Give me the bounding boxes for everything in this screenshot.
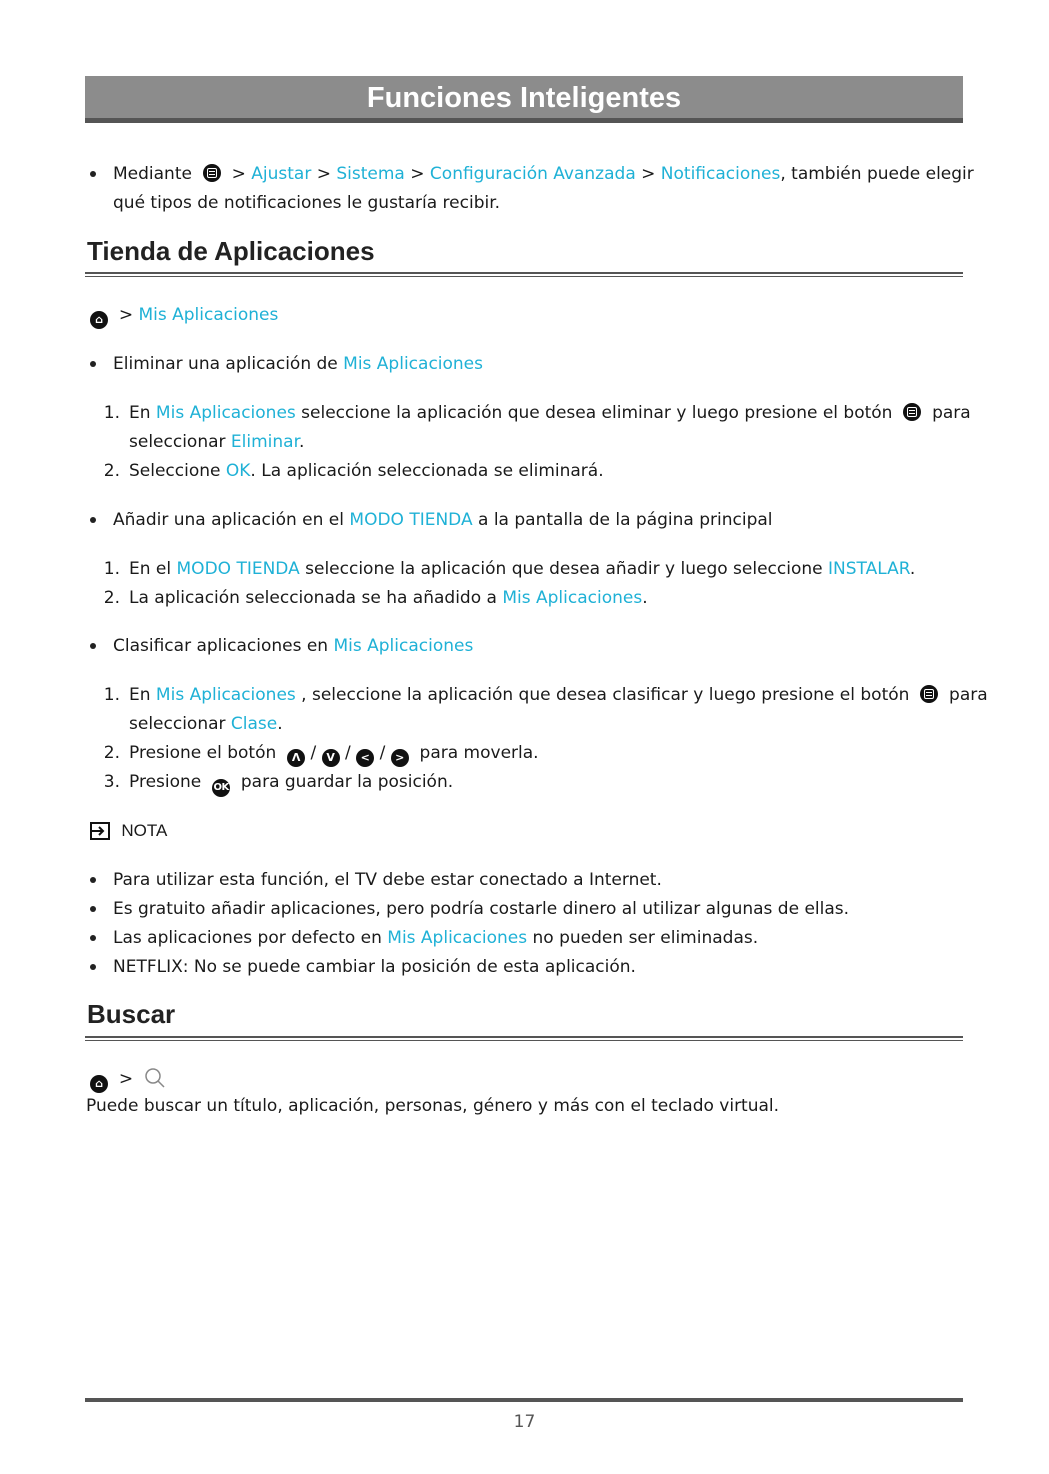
note-text: no pueden ser eliminadas.: [532, 928, 759, 948]
page-number: 17: [513, 1412, 536, 1432]
link-mis-aplicaciones[interactable]: Mis Aplicaciones: [502, 588, 643, 608]
path-notificaciones[interactable]: Notificaciones: [660, 164, 781, 184]
link-mis-aplicaciones[interactable]: Mis Aplicaciones: [333, 636, 474, 656]
step-3: [129, 770, 453, 797]
up-arrow-icon: Λ: [287, 749, 305, 767]
step-2: [129, 459, 604, 483]
separator: >: [118, 1069, 134, 1089]
note-icon: [90, 822, 110, 840]
step-1-line-1: [129, 401, 971, 425]
path-configuracion-avanzada[interactable]: Configuración Avanzada: [429, 164, 636, 184]
intro-rest: , también puede elegir: [780, 164, 974, 184]
step-text: para guardar la posición.: [240, 772, 454, 792]
link-mis-aplicaciones[interactable]: Mis Aplicaciones: [387, 928, 528, 948]
link-ok[interactable]: OK: [225, 461, 251, 481]
bullet: [90, 361, 96, 367]
section-heading-tienda: Tienda de Aplicaciones: [87, 236, 375, 266]
tienda-nav-path: [90, 303, 278, 329]
bullet: [90, 935, 96, 941]
bullet-text: Eliminar una aplicación de: [113, 354, 338, 374]
bullet: [90, 643, 96, 649]
home-icon: ⌂: [90, 311, 108, 329]
bullet: [90, 517, 96, 523]
bullet-text: a la pantalla de la página principal: [478, 510, 773, 530]
heading-rule: [85, 272, 963, 277]
note-item: [113, 926, 758, 950]
step-text: seleccionar: [129, 714, 226, 734]
step-number: 1.: [103, 685, 120, 705]
bullet-anadir: [113, 508, 773, 532]
down-arrow-icon: V: [322, 749, 340, 767]
left-arrow-icon: <: [356, 749, 374, 767]
step-number: 1.: [103, 403, 120, 423]
step-text: Presione el botón: [129, 743, 277, 763]
step-1-line-2: [129, 430, 304, 454]
menu-icon: [203, 164, 221, 182]
bullet-text: Añadir una aplicación en el: [113, 510, 344, 530]
section-heading-buscar: Buscar: [87, 999, 176, 1029]
step-1: [129, 557, 915, 581]
bullet: [90, 906, 96, 912]
intro-line-2: qué tipos de notificaciones le gustaría recibir.: [113, 193, 501, 213]
link-modo-tienda[interactable]: MODO TIENDA: [349, 510, 473, 530]
bullet: [90, 171, 96, 177]
right-arrow-icon: >: [391, 749, 409, 767]
step-1-line-1: [129, 683, 988, 707]
link-instalar[interactable]: INSTALAR: [828, 559, 910, 579]
buscar-description: Puede buscar un título, aplicación, personas, género y más con el teclado virtual.: [86, 1096, 780, 1116]
step-number: 1.: [103, 559, 120, 579]
ok-button-icon: OK: [212, 779, 230, 797]
buscar-nav-path: [90, 1067, 166, 1093]
bullet: [90, 964, 96, 970]
punctuation: .: [909, 559, 916, 579]
step-number: 3.: [103, 772, 120, 792]
punctuation: .: [642, 588, 648, 608]
separator: >: [118, 305, 134, 325]
menu-icon: [920, 685, 938, 703]
link-mis-aplicaciones[interactable]: Mis Aplicaciones: [138, 305, 279, 325]
menu-icon: [903, 403, 921, 421]
separator: >: [410, 164, 425, 184]
link-modo-tienda[interactable]: MODO TIENDA: [176, 559, 300, 579]
link-mis-aplicaciones[interactable]: Mis Aplicaciones: [155, 685, 296, 705]
note-label: NOTA: [121, 821, 168, 840]
bullet-text: Clasificar aplicaciones en: [113, 636, 329, 656]
separator: >: [231, 164, 246, 184]
slash: /: [379, 743, 386, 763]
step-text: seleccione la aplicación que desea añadir y luego seleccione: [305, 559, 823, 579]
step-1-line-2: [129, 712, 283, 736]
punctuation: .: [277, 714, 283, 734]
note-text: Las aplicaciones por defecto en: [113, 928, 382, 948]
link-eliminar[interactable]: Eliminar: [230, 432, 299, 452]
bullet-clasificar: [113, 634, 473, 658]
step-text: Presione: [129, 772, 202, 792]
note-header: [90, 819, 167, 843]
punctuation: .: [299, 432, 305, 452]
heading-rule: [85, 1036, 963, 1041]
step-text: En: [129, 403, 151, 423]
step-text: para: [932, 403, 971, 423]
step-text: . La aplicación seleccionada se eliminará.: [250, 461, 604, 481]
step-text: para: [949, 685, 988, 705]
path-sistema[interactable]: Sistema: [336, 164, 405, 184]
step-text: seleccione la aplicación que desea eliminar y luego presione el botón: [301, 403, 893, 423]
slash: /: [345, 743, 351, 763]
step-number: 2.: [103, 461, 120, 481]
step-2: [129, 741, 539, 767]
step-text: seleccionar: [129, 432, 226, 452]
step-number: 2.: [103, 588, 120, 608]
separator: >: [316, 164, 331, 184]
search-icon: [144, 1067, 166, 1089]
intro-mediante: Mediante: [113, 164, 192, 184]
step-text: En: [129, 685, 151, 705]
note-item: Para utilizar esta función, el TV debe estar conectado a Internet.: [113, 870, 662, 890]
intro-line-1: [113, 162, 974, 186]
step-text: La aplicación seleccionada se ha añadido a: [129, 588, 497, 608]
home-icon: ⌂: [90, 1075, 108, 1093]
step-2: [129, 586, 648, 610]
bullet-eliminar: [113, 352, 483, 376]
path-ajustar[interactable]: Ajustar: [251, 164, 312, 184]
link-clase[interactable]: Clase: [230, 714, 278, 734]
note-item: Es gratuito añadir aplicaciones, pero podría costarle dinero al utilizar algunas de ellas.: [113, 899, 850, 919]
step-text: En el: [129, 559, 172, 579]
slash: /: [310, 743, 317, 763]
step-text: Seleccione: [129, 461, 221, 481]
step-text: para moverla.: [419, 743, 539, 763]
link-mis-aplicaciones[interactable]: Mis Aplicaciones: [155, 403, 296, 423]
footer-rule: [85, 1398, 963, 1402]
bullet: [90, 877, 96, 883]
note-item: NETFLIX: No se puede cambiar la posición de esta aplicación.: [113, 957, 636, 977]
step-text: , seleccione la aplicación que desea clasificar y luego presione el botón: [301, 685, 910, 705]
chapter-banner: Funciones Inteligentes: [85, 76, 963, 123]
step-number: 2.: [103, 743, 120, 763]
separator: >: [641, 164, 656, 184]
link-mis-aplicaciones[interactable]: Mis Aplicaciones: [343, 354, 483, 374]
